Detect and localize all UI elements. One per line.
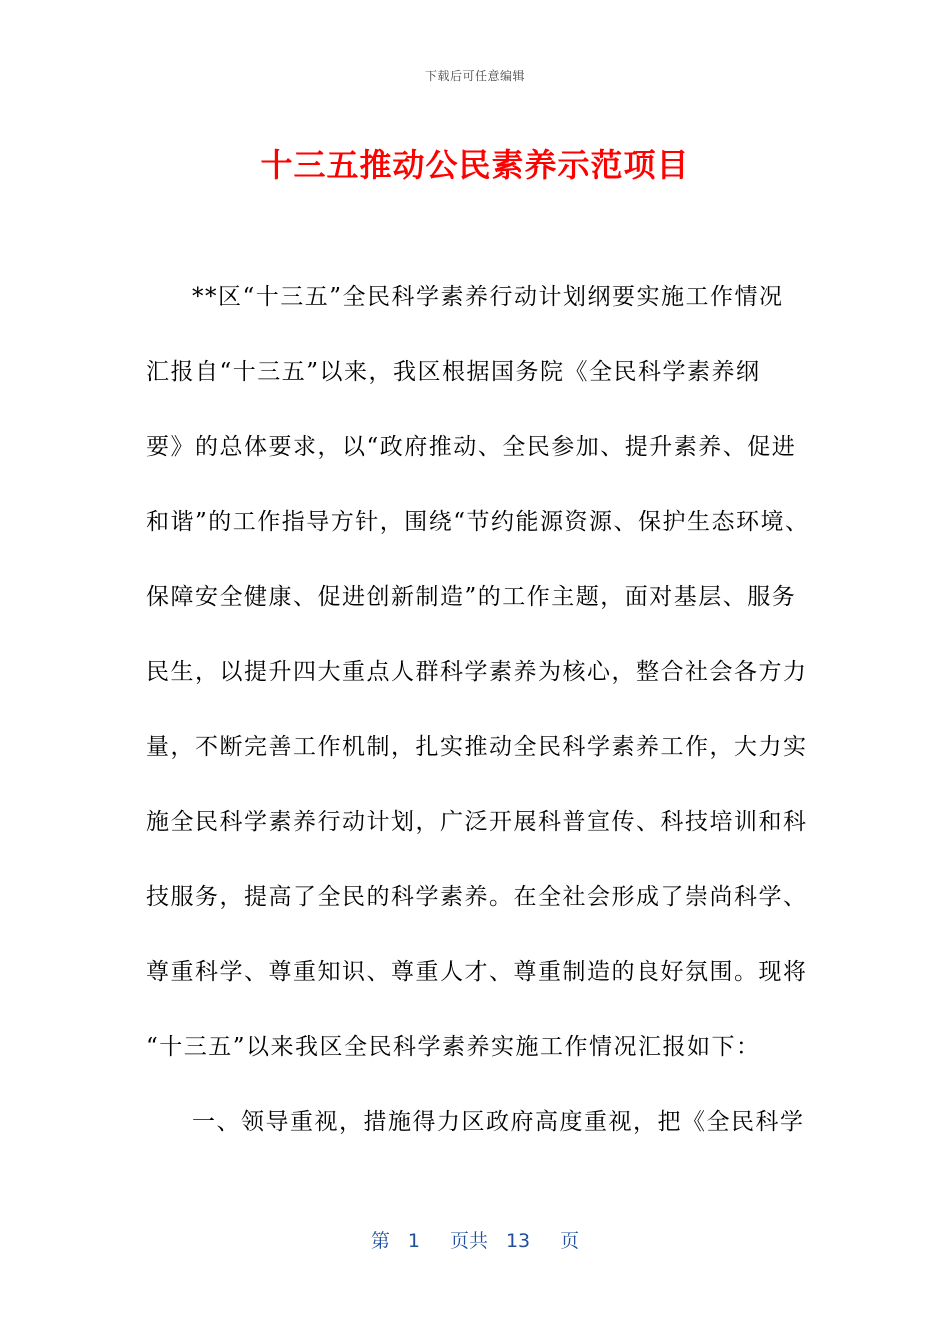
page-mid: 页共 [449, 1230, 488, 1252]
paragraph-line: 保障安全健康、促进创新制造”的工作主题，面对基层、服务 [146, 584, 797, 610]
paragraph-line: 技服务，提高了全民的科学素养。在全社会形成了崇尚科学、 [146, 884, 808, 910]
paragraph-line: 汇报自“十三五”以来，我区根据国务院《全民科学素养纲 [146, 359, 761, 385]
document-title: 十三五推动公民素养示范项目 [260, 146, 690, 184]
page-suffix: 页 [560, 1230, 580, 1252]
page-prefix: 第 [370, 1230, 390, 1252]
paragraph-line: “十三五”以来我区全民科学素养实施工作情况汇报如下： [146, 1034, 761, 1060]
paragraph-line: 施全民科学素养行动计划，广泛开展科普宣传、科技培训和科 [146, 809, 808, 835]
current-page-number: 1 [407, 1230, 420, 1252]
page-footer [0, 1226, 950, 1253]
paragraph-line: 量，不断完善工作机制，扎实推动全民科学素养工作，大力实 [146, 734, 808, 760]
header-note: 下载后可任意编辑 [424, 69, 525, 83]
paragraph-line: 要》的总体要求，以“政府推动、全民参加、提升素养、促进 [146, 434, 797, 460]
total-pages-number: 13 [505, 1230, 531, 1252]
paragraph-line: **区“十三五”全民科学素养行动计划纲要实施工作情况 [192, 284, 784, 310]
paragraph-line: 民生，以提升四大重点人群科学素养为核心，整合社会各方力 [146, 659, 808, 685]
paragraph-line: 和谐”的工作指导方针，围绕“节约能源资源、保护生态环境、 [146, 509, 810, 535]
paragraph-line: 尊重科学、尊重知识、尊重人才、尊重制造的良好氛围。现将 [146, 959, 808, 985]
paragraph-line: 一、领导重视，措施得力区政府高度重视，把《全民科学 [192, 1109, 805, 1135]
